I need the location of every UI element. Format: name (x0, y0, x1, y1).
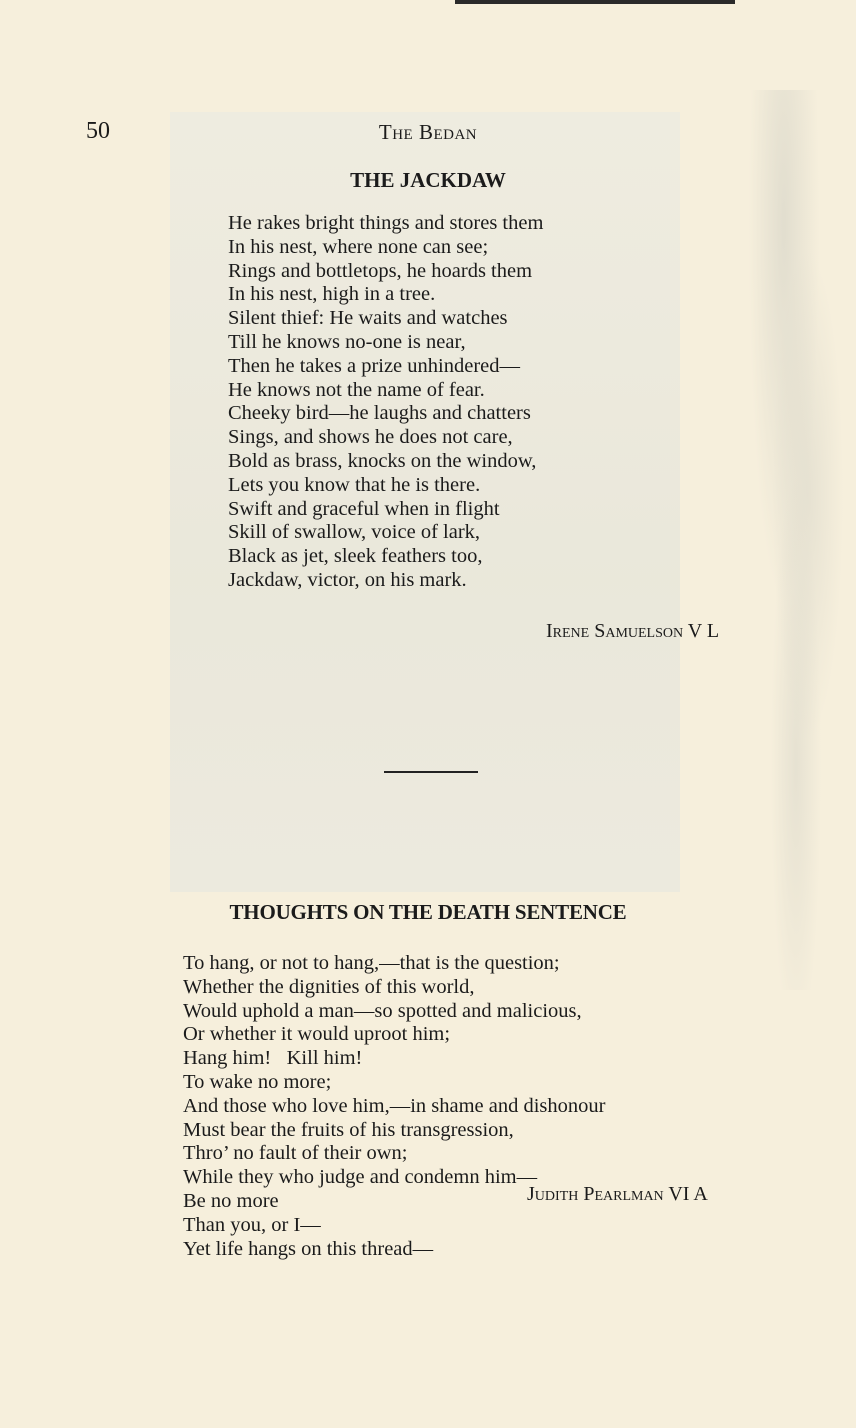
poem-body (228, 212, 543, 593)
poem-line: Swift and graceful when in flight (228, 497, 500, 520)
poem-line: Black as jet, sleek feathers too, (228, 545, 483, 568)
section-divider (384, 771, 478, 773)
poem-line: Would uphold a man—so spotted and malicious, (183, 999, 582, 1022)
poem-line: In his nest, where none can see; (228, 235, 489, 258)
author-form: V L (687, 620, 720, 642)
running-head: The Bedan (378, 120, 478, 144)
poem-author (546, 620, 719, 643)
poem-line: Must bear the fruits of his transgression, (183, 1118, 514, 1141)
poem-body (183, 952, 605, 1261)
poem-line: Skill of swallow, voice of lark, (228, 521, 481, 544)
top-rule (455, 0, 735, 4)
poem-line: Rings and bottletops, he hoards them (228, 259, 533, 282)
poem-line: In his nest, high in a tree. (228, 283, 436, 306)
poem-title: THE JACKDAW (350, 168, 506, 192)
poem-line: Be no more (183, 1189, 279, 1212)
poem-author (527, 1183, 708, 1206)
poem-title: THOUGHTS ON THE DEATH SENTENCE (229, 900, 627, 924)
poem-line: Hang him! Kill him! (183, 1047, 363, 1070)
show-through-margin (736, 90, 856, 990)
poem-line: Sings, and shows he does not care, (228, 426, 513, 449)
poem-line: Bold as brass, knocks on the window, (228, 449, 537, 472)
poem-line: Than you, or I— (183, 1213, 321, 1236)
poem-line: While they who judge and condemn him— (183, 1166, 538, 1189)
poem-line: Jackdaw, victor, on his mark. (228, 568, 467, 591)
poem-line: Till he knows no-one is near, (228, 330, 466, 353)
poem-line: Cheeky bird—he laughs and chatters (228, 402, 531, 425)
poem-line: Whether the dignities of this world, (183, 975, 475, 998)
author-name: Judith Pearlman (527, 1183, 664, 1205)
poem-line: To wake no more; (183, 1070, 332, 1093)
author-form: VI A (668, 1183, 708, 1205)
page-number: 50 (86, 118, 110, 144)
poem-line: Lets you know that he is there. (228, 473, 481, 496)
poem-line: He knows not the name of fear. (228, 378, 485, 401)
poem-line: Or whether it would uproot him; (183, 1023, 451, 1046)
poem-line: Thro’ no fault of their own; (183, 1142, 408, 1165)
poem-line: And those who love him,—in shame and dishonour (183, 1094, 606, 1117)
poem-line: To hang, or not to hang,—that is the question; (183, 952, 560, 974)
poem-line: Then he takes a prize unhindered— (228, 354, 521, 377)
poem-line: He rakes bright things and stores them (228, 212, 544, 234)
poem-line: Silent thief: He waits and watches (228, 307, 508, 330)
author-name: Irene Samuelson (546, 620, 684, 642)
poem-line: Yet life hangs on this thread— (183, 1237, 434, 1260)
